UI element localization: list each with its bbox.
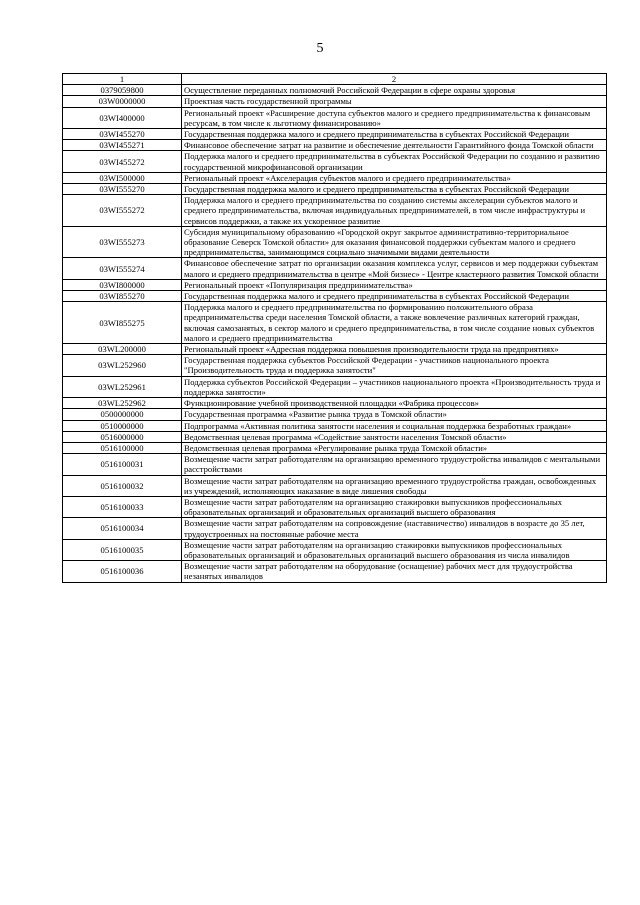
- row-name: Осуществление переданных полномочий Российской Федерации в сфере охраны здоровья: [182, 85, 607, 96]
- row-code: 03WI555270: [63, 184, 182, 195]
- table-row: [63, 409, 607, 420]
- row-name: Поддержка малого и среднего предпринимательства в субъектах Российской Федерации по созданию и развитию государственной микрофинансовой организации: [182, 151, 607, 172]
- row-code: 0510000000: [63, 420, 182, 431]
- row-name: Региональный проект «Расширение доступа субъектов малого и среднего предпринимательства к финансовым ресурсам, в том числе к льготному финансированию»: [182, 107, 607, 128]
- table-row: [63, 184, 607, 195]
- table-row: [63, 279, 607, 290]
- row-name: Поддержка малого и среднего предпринимательства по созданию системы акселерации субъектов малого и среднего предпринимательства, включая индивидуальных предпринимателей, в том числе инфраструктуры и сервисов поддержки, а также их ускоренное развитие: [182, 195, 607, 227]
- table-body: [63, 85, 607, 582]
- table-row: [63, 85, 607, 96]
- table-row: [63, 398, 607, 409]
- row-name: Региональный проект «Акселерация субъектов малого и среднего предпринимательства»: [182, 172, 607, 183]
- budget-code-table: [62, 73, 607, 583]
- row-code: 03WI500000: [63, 172, 182, 183]
- row-code: 0516100035: [63, 539, 182, 560]
- table-row: [63, 172, 607, 183]
- row-code: 03W0000000: [63, 96, 182, 107]
- row-name: Государственная поддержка малого и среднего предпринимательства в субъектах Российской Федерации: [182, 129, 607, 140]
- table-row: [63, 107, 607, 128]
- table-row: [63, 496, 607, 517]
- row-name: Функционирование учебной производственной площадки «Фабрика процессов»: [182, 398, 607, 409]
- row-code: 0516000000: [63, 431, 182, 442]
- table-row: [63, 151, 607, 172]
- table-row: [63, 376, 607, 397]
- table-row: [63, 195, 607, 227]
- row-name: Возмещение части затрат работодателям на сопровождение (наставничество) инвалидов в возрасте до 35 лет, трудоустроенных на постоянные рабочие места: [182, 518, 607, 539]
- table-row: [63, 561, 607, 582]
- row-code: 0516100000: [63, 442, 182, 453]
- row-code: 03WL252961: [63, 376, 182, 397]
- row-name: Финансовое обеспечение затрат на развитие и обеспечение деятельности Гарантийного фонда Томской области: [182, 140, 607, 151]
- page-number: 5: [316, 41, 324, 56]
- row-name: Возмещение части затрат работодателям на организацию временного трудоустройства инвалидов с ментальными расстройствами: [182, 454, 607, 475]
- row-code: 03WI855275: [63, 302, 182, 344]
- row-code: 03WI855270: [63, 291, 182, 302]
- row-code: 03WI555274: [63, 258, 182, 279]
- table-row: [63, 539, 607, 560]
- table-row: [63, 302, 607, 344]
- column-header-name: 2: [182, 74, 607, 85]
- table-row: [63, 355, 607, 376]
- row-code: 0516100034: [63, 518, 182, 539]
- row-code: 0516100031: [63, 454, 182, 475]
- row-code: 0516100033: [63, 496, 182, 517]
- row-name: Поддержка малого и среднего предпринимательства по формированию положительного образа предпринимательства среди населения Томской области, а также вовлечение различных категорий граждан, включая самозанятых, в сектор малого и среднего предпринимательства, в том числе создание новых субъектов малого и среднего предпринимательства: [182, 302, 607, 344]
- row-code: 03WI455271: [63, 140, 182, 151]
- table-row: [63, 518, 607, 539]
- row-name: Региональный проект «Адресная поддержка повышения производительности труда на предприятиях»: [182, 344, 607, 355]
- row-name: Возмещение части затрат работодателям на организацию стажировки выпускников профессиональных образовательных организаций и образовательных организаций высшего образования: [182, 496, 607, 517]
- row-name: Возмещение части затрат работодателям на оборудование (оснащение) рабочих мест для трудоустройства незанятых инвалидов: [182, 561, 607, 582]
- row-code: 03WI555273: [63, 226, 182, 258]
- row-code: 0379059800: [63, 85, 182, 96]
- row-name: Финансовое обеспечение затрат по организации оказания комплекса услуг, сервисов и мер поддержки субъектам малого и среднего предпринимательства в центре «Мой бизнес» - Центре кластерного развития Томской области: [182, 258, 607, 279]
- table-row: [63, 258, 607, 279]
- row-name: Государственная поддержка субъектов Российской Федерации - участников национального проекта "Производительность труда и поддержка занятости": [182, 355, 607, 376]
- row-code: 03WL200000: [63, 344, 182, 355]
- row-name: Субсидия муниципальному образованию «Городской округ закрытое административно-территориальное образование Северск Томской области» для оказания финансовой поддержки субъектам малого и среднего предпринимательства, занимающимся социально значимыми видами деятельности: [182, 226, 607, 258]
- row-name: Проектная часть государственной программы: [182, 96, 607, 107]
- row-code: 03WI455272: [63, 151, 182, 172]
- row-code: 03WL252962: [63, 398, 182, 409]
- row-name: Возмещение части затрат работодателям на организацию стажировки выпускников профессиональных образовательных организаций и образовательных организаций высшего образования из числа инвалидов: [182, 539, 607, 560]
- row-name: Государственная поддержка малого и среднего предпринимательства в субъектах Российской Федерации: [182, 184, 607, 195]
- table-row: [63, 226, 607, 258]
- row-name: Подпрограмма «Активная политика занятости населения и социальная поддержка безработных граждан»: [182, 420, 607, 431]
- row-name: Государственная поддержка малого и среднего предпринимательства в субъектах Российской Федерации: [182, 291, 607, 302]
- row-name: Региональный проект «Популяризация предпринимательства»: [182, 279, 607, 290]
- row-name: Поддержка субъектов Российской Федерации – участников национального проекта «Производительность труда и поддержка занятости»: [182, 376, 607, 397]
- row-code: 03WI555272: [63, 195, 182, 227]
- table-row: [63, 96, 607, 107]
- row-code: 0500000000: [63, 409, 182, 420]
- table-row: [63, 291, 607, 302]
- column-header-code: 1: [63, 74, 182, 85]
- table-row: [63, 454, 607, 475]
- row-code: 03WL252960: [63, 355, 182, 376]
- row-code: 03WI455270: [63, 129, 182, 140]
- row-name: Ведомственная целевая программа «Регулирование рынка труда Томской области»: [182, 442, 607, 453]
- row-code: 03WI400000: [63, 107, 182, 128]
- table-row: [63, 420, 607, 431]
- table-row: [63, 129, 607, 140]
- table-row: [63, 344, 607, 355]
- row-name: Ведомственная целевая программа «Содействие занятости населения Томской области»: [182, 431, 607, 442]
- table-row: [63, 140, 607, 151]
- row-name: Государственная программа «Развитие рынка труда в Томской области»: [182, 409, 607, 420]
- table-row: [63, 431, 607, 442]
- row-code: 03WI800000: [63, 279, 182, 290]
- table-row: [63, 475, 607, 496]
- row-code: 0516100032: [63, 475, 182, 496]
- row-name: Возмещение части затрат работодателям на организацию временного трудоустройства граждан, освобожденных из учреждений, исполняющих наказание в виде лишения свободы: [182, 475, 607, 496]
- table-row: [63, 442, 607, 453]
- row-code: 0516100036: [63, 561, 182, 582]
- table-header-row: [63, 74, 607, 85]
